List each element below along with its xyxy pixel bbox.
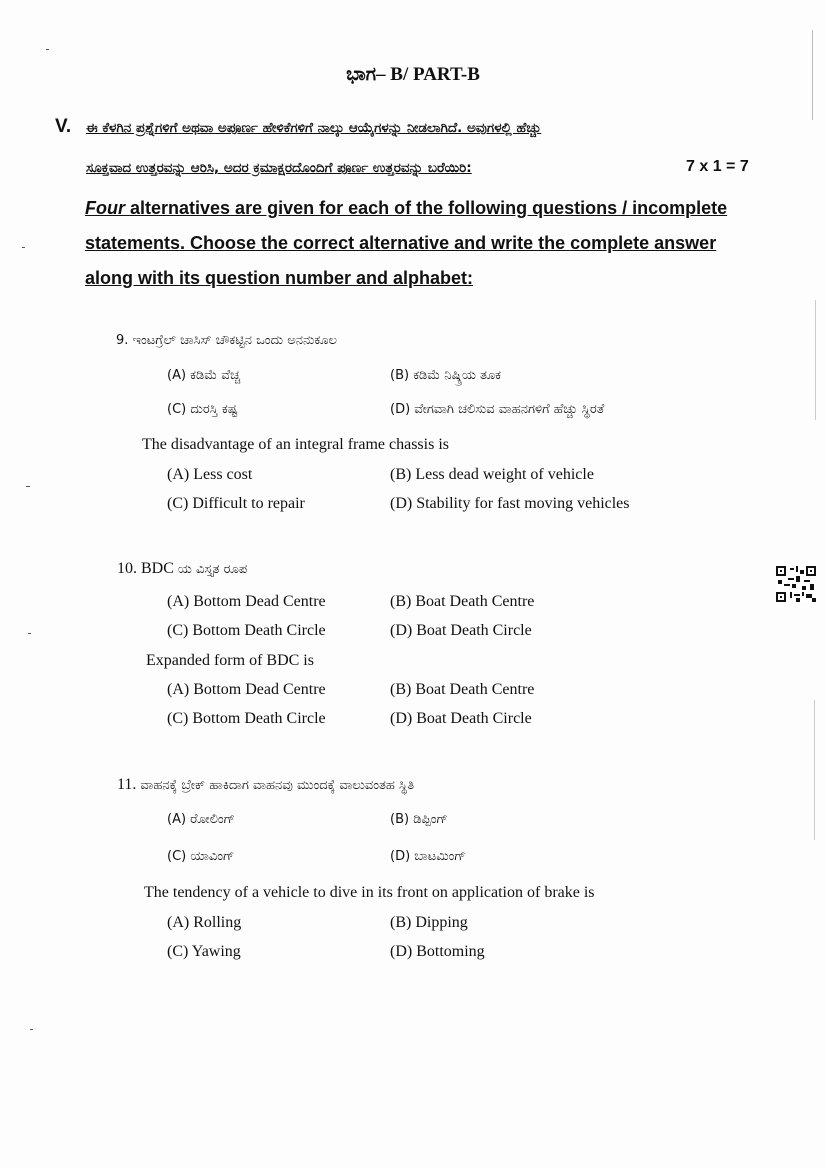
instruction-english-line-1 [85,198,727,219]
scan-edge-line [814,700,815,840]
instruction-english-line-1-text: alternatives are given for each of the following questions / incomplete [125,198,728,218]
q11-number: 11. [117,776,141,793]
instruction-kannada-line-2: ಸೂಕ್ತವಾದ ಉತ್ತರವನ್ನು ಆರಿಸಿ, ಅದರ ಕ್ರಮಾಕ್ಷರದೊಂದಿಗೆ ಪೂರ್ಣ ಉತ್ತರವನ್ನು ಬರೆಯಿರಿ: [86,160,472,176]
scan-mark [46,49,49,50]
q10-english-question: Expanded form of BDC is [146,652,314,669]
q11-en-option-d: (D) Bottoming [390,943,485,960]
q10-number: 10. BDC [117,560,178,577]
q11-kn-option-c: (C) ಯಾವಿಂಗ್ [167,849,235,864]
scan-edge-line [812,30,813,120]
q10-kn-option-d: (D) Boat Death Circle [390,622,532,639]
instruction-emphasis: Four [85,198,125,218]
q11-kn-option-a: (A) ರೋಲಿಂಗ್ [167,812,235,827]
q9-en-option-d: (D) Stability for fast moving vehicles [390,495,630,512]
q9-en-option-a: (A) Less cost [167,466,253,483]
scan-mark [28,633,31,634]
q10-en-option-d: (D) Boat Death Circle [390,710,532,727]
q9-english-question: The disadvantage of an integral frame chassis is [142,436,449,453]
q9-en-option-c: (C) Difficult to repair [167,495,305,512]
q10-en-option-b: (B) Boat Death Centre [390,681,535,698]
section-number: V. [55,116,72,137]
q11-kannada-question [117,774,414,794]
q10-kn-option-c: (C) Bottom Death Circle [167,622,326,639]
q9-kn-option-a: (A) ಕಡಿಮೆ ವೆಚ್ಚ [167,368,241,383]
q11-en-option-b: (B) Dipping [390,914,468,931]
q9-kn-option-d: (D) ವೇಗವಾಗಿ ಚಲಿಸುವ ವಾಹನಗಳಿಗೆ ಹೆಚ್ಚು ಸ್ಥಿರತೆ [390,402,605,417]
q9-kannada-question: 9. ಇಂಟಗ್ರೆಲ್ ಚಾಸಿಸ್ ಚೌಕಟ್ಟಿನ ಒಂದು ಅನನುಕೂಲ [116,333,337,348]
scan-mark [30,1029,33,1030]
marks-allocation: 7 x 1 = 7 [686,158,749,175]
scan-mark [26,486,30,487]
q11-kannada-text: ವಾಹನಕ್ಕೆ ಬ್ರೇಕ್ ಹಾಕಿದಾಗ ವಾಹನವು ಮುಂದಕ್ಕೆ ವಾಲುವಂತಹ ಸ್ಥಿತಿ [140,778,415,793]
q11-en-option-a: (A) Rolling [167,914,242,931]
q10-kn-option-a: (A) Bottom Dead Centre [167,593,326,610]
q9-en-option-b: (B) Less dead weight of vehicle [390,466,594,483]
q11-kn-option-b: (B) ಡಿಪ್ಪಿಂಗ್ [390,812,448,827]
instruction-english-line-3: along with its question number and alphabet: [85,268,474,288]
q11-en-option-c: (C) Yawing [167,943,241,960]
q10-kannada-text: ಯ ವಿಸ್ತೃತ ರೂಪ [177,562,248,577]
instruction-english-line-2: statements. Choose the correct alternative and write the complete answer [85,233,717,253]
part-heading: ಭಾಗ– B/ PART-B [346,64,480,85]
instruction-kannada-line-1: ಈ ಕೆಳಗಿನ ಪ್ರಶ್ನೆಗಳಿಗೆ ಅಥವಾ ಅಪೂರ್ಣ ಹೇಳಿಕೆಗಳಿಗೆ ನಾಲ್ಕು ಆಯ್ಕೆಗಳನ್ನು ನೀಡಲಾಗಿದೆ. ಅವುಗಳಲ್ಲಿ ಹೆಚ್ಚು [86,120,542,136]
q9-kn-option-b: (B) ಕಡಿಮೆ ನಿಷ್ಕ್ರಿಯ ತೂಕ [390,368,502,383]
qr-code [776,566,816,602]
q11-kn-option-d: (D) ಬಾಟಮಿಂಗ್ [390,849,466,864]
q11-english-question: The tendency of a vehicle to dive in its front on application of brake is [144,884,595,901]
q10-en-option-a: (A) Bottom Dead Centre [167,681,326,698]
q10-kn-option-b: (B) Boat Death Centre [390,593,535,610]
scan-mark [22,247,25,248]
q10-en-option-c: (C) Bottom Death Circle [167,710,326,727]
q9-kn-option-c: (C) ದುರಸ್ತಿ ಕಷ್ಟ [167,402,238,417]
scan-edge-line [815,300,816,420]
q10-kannada-question [117,558,247,578]
